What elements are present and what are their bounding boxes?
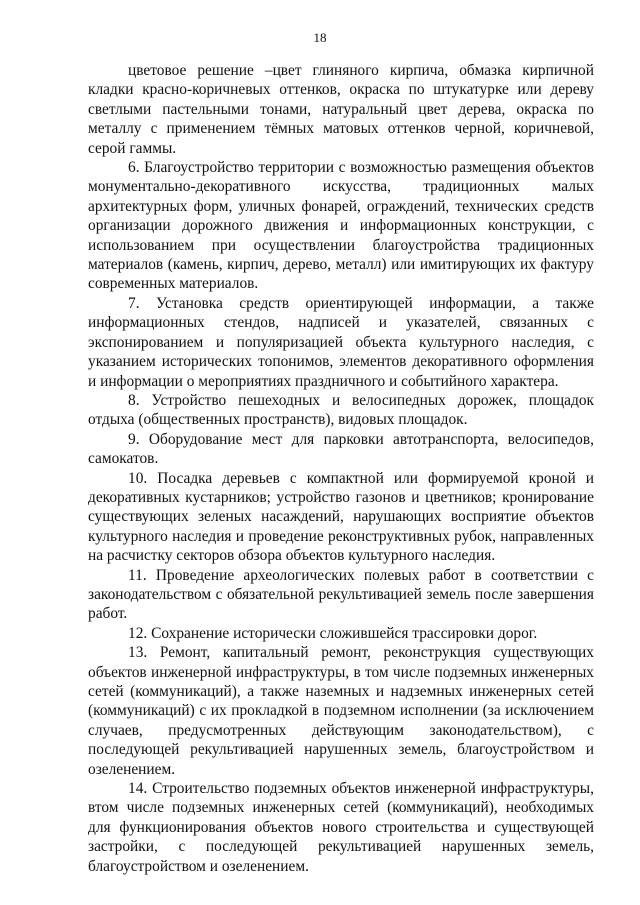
paragraph-item-9: 9. Оборудование мест для парковки автотранспорта, велосипедов, самокатов. (88, 430, 594, 468)
page-body (88, 61, 594, 876)
paragraph-item-7: 7. Установка средств ориентирующей информации, а также информационных стендов, надписей и указателей, связанных с экспонированием и популяризацией объекта культурного наследия, с указанием исторических топонимов, элементов декоративного оформления и информации о мероприятиях праздничного и событийного характера. (88, 294, 594, 390)
page-number: 18 (313, 30, 327, 45)
paragraph-continuation: цветовое решение –цвет глиняного кирпича, обмазка кирпичной кладки красно-коричневых оттенков, окраска по штукатурке или дереву светлыми пастельными тонами, натуральный цвет дерева, окраска по металлу с применением тёмных матовых оттенков черной, коричневой, серой гаммы. (88, 62, 594, 157)
paragraph-item-10: 10. Посадка деревьев с компактной или формируемой кроной и декоративных кустарников; устройство газонов и цветников; кронирование существующих зеленых насаждений, нарушающих восприятие объектов культурного наследия и проведение реконструктивных рубок, направленных на расчистку секторов обзора объектов культурного наследия. (88, 469, 594, 565)
paragraph-item-8: 8. Устройство пешеходных и велосипедных дорожек, площадок отдыха (общественных пространств), видовых площадок. (88, 391, 594, 429)
paragraph-item-14: 14. Строительство подземных объектов инженерной инфраструктуры, втом числе подземных инженерных сетей (коммуникаций), необходимых для функционирования объектов нового строительства и существующей застройки, с последующей рекультивацией нарушенных земель, благоустройством и озеленением. (88, 780, 594, 875)
paragraph-item-11: 11. Проведение археологических полевых работ в соответствии с законодательством с обязательной рекультивацией земель после завершения работ. (88, 566, 594, 623)
paragraph-item-13: 13. Ремонт, капитальный ремонт, реконструкция существующих объектов инженерной инфраструктуры, в том числе подземных инженерных сетей (коммуникаций), а также наземных и надземных инженерных сетей (коммуникаций) с их прокладкой в подземном исполнении (за исключением случаев, предусмотренных действующим законодательством), с последующей рекультивацией нарушенных земель, благоустройством и озеленением. (88, 644, 594, 778)
paragraph-item-12: 12. Сохранение исторически сложившейся трассировки дорог. (128, 624, 538, 642)
paragraph-item-6: 6. Благоустройство территории с возможностью размещения объектов монументально-декоративного искусства, традиционных малых архитектурных форм, уличных фонарей, ограждений, технических средств организации дорожного движения и информационных конструкции, с использованием при осуществлении благоустройства традиционных материалов (камень, кирпич, дерево, металл) или имитирующих их фактуру современных материалов. (88, 159, 594, 293)
